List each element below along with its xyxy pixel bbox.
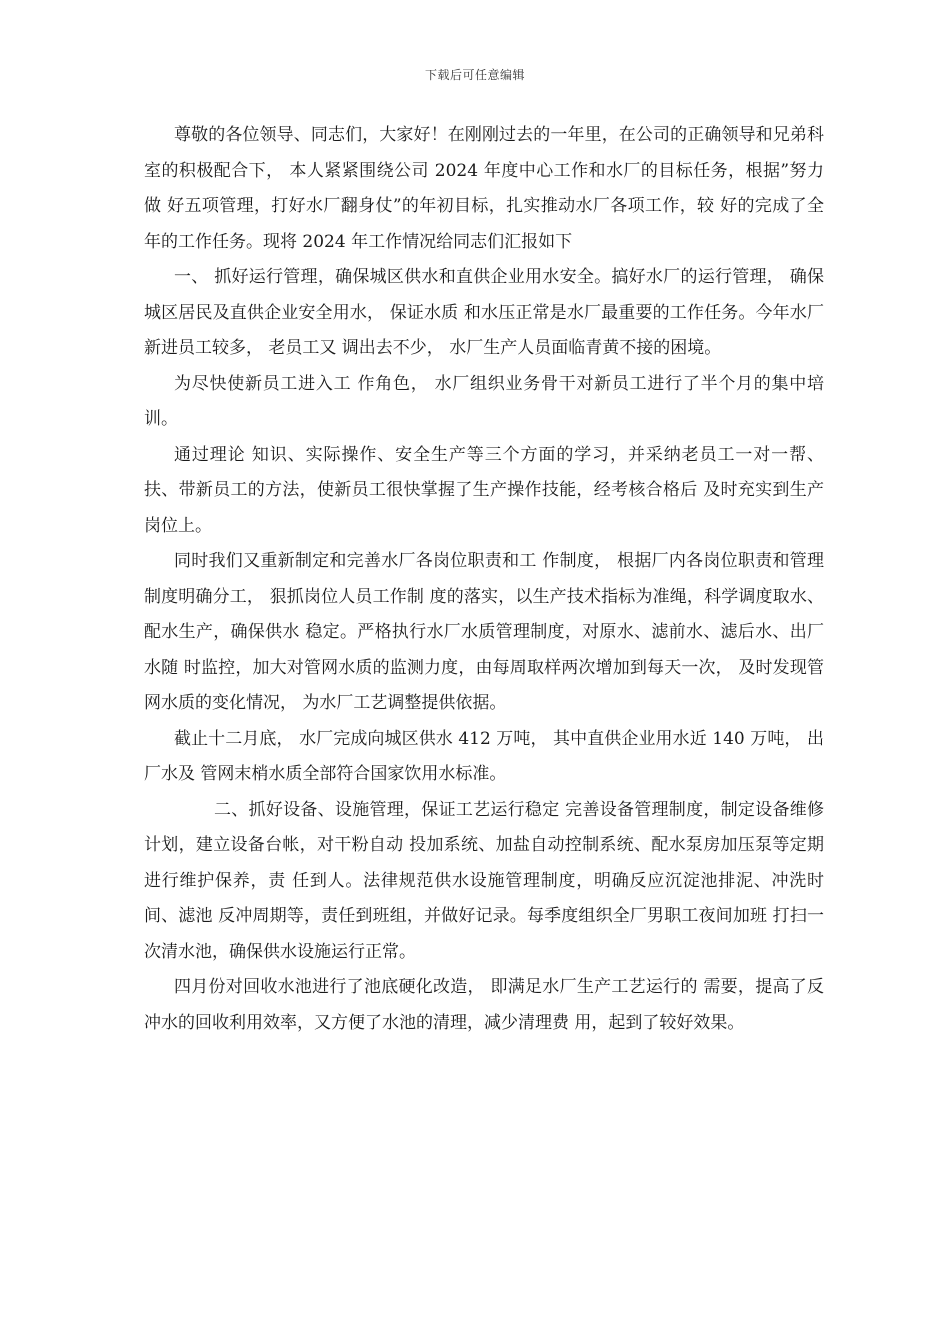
paragraph-section-1: 一、 抓好运行管理，确保城区供水和直供企业用水安全。搞好水厂的运行管理， 确保城区居民及直供企业安全用水， 保证水质 和水压正常是水厂最重要的工作任务。今年水厂新进员工较多， 老员工又 调出去不少， 水厂生产人员面临青黄不接的困境。 [144,267,824,358]
document-body [144,118,824,1041]
paragraph-training: 为尽快使新员工进入工 作角色， 水厂组织业务骨干对新员工进行了半个月的集中培训。 [144,373,824,429]
paragraph-april: 四月份对回收水池进行了池底硬化改造， 即满足水厂生产工艺运行的 需要，提高了反冲水的回收利用效率，又方便了水池的清理，减少清理费 用，起到了较好效果。 [144,977,824,1033]
paragraph-section-2: 二、抓好设备、设施管理，保证工艺运行稳定 完善设备管理制度，制定设备维修计划，建立设备台帐，对干粉自动 投加系统、加盐自动控制系统、配水泵房加压泵等定期进行维护保养，责 任到人。法律规范供水设施管理制度，明确反应沉淀池排泥、冲洗时间、滤池 反冲周期等，责任到班组，并做好记录。每季度组织全厂男职工夜间加班 打扫一次清水池，确保供水设施运行正常。 [144,799,824,962]
paragraph-greeting: 尊敬的各位领导、同志们，大家好！在刚刚过去的一年里，在公司的正确领导和兄弟科室的积极配合下， 本人紧紧围绕公司 2024 年度中心工作和水厂的目标任务，根据”努力做 好五项管理，打好水厂翻身仗”的年初目标，扎实推动水厂各项工作，较 好的完成了全年的工作任务。现将 2024 年工作情况给同志们汇报如下 [144,125,824,252]
paragraph-regulations: 同时我们又重新制定和完善水厂各岗位职责和工 作制度， 根据厂内各岗位职责和管理制度明确分工， 狠抓岗位人员工作制 度的落实，以生产技术指标为准绳，科学调度取水、配水生产，确保供水 稳定。严格执行水厂水质管理制度，对原水、滤前水、滤后水、出厂水随 时监控，加大对管网水质的监测力度，由每周取样两次增加到每天一次， 及时发现管网水质的变化情况， 为水厂工艺调整提供依据。 [144,551,824,713]
paragraph-learning: 通过理论 知识、实际操作、安全生产等三个方面的学习，并采纳老员工一对一帮、 扶、带新员工的方法，使新员工很快掌握了生产操作技能，经考核合格后 及时充实到生产岗位上。 [144,444,824,536]
header-note: 下载后可任意编辑 [424,68,525,82]
paragraph-supply-stats: 截止十二月底， 水厂完成向城区供水 412 万吨， 其中直供企业用水近 140 万吨， 出厂水及 管网末梢水质全部符合国家饮用水标准。 [144,728,824,784]
